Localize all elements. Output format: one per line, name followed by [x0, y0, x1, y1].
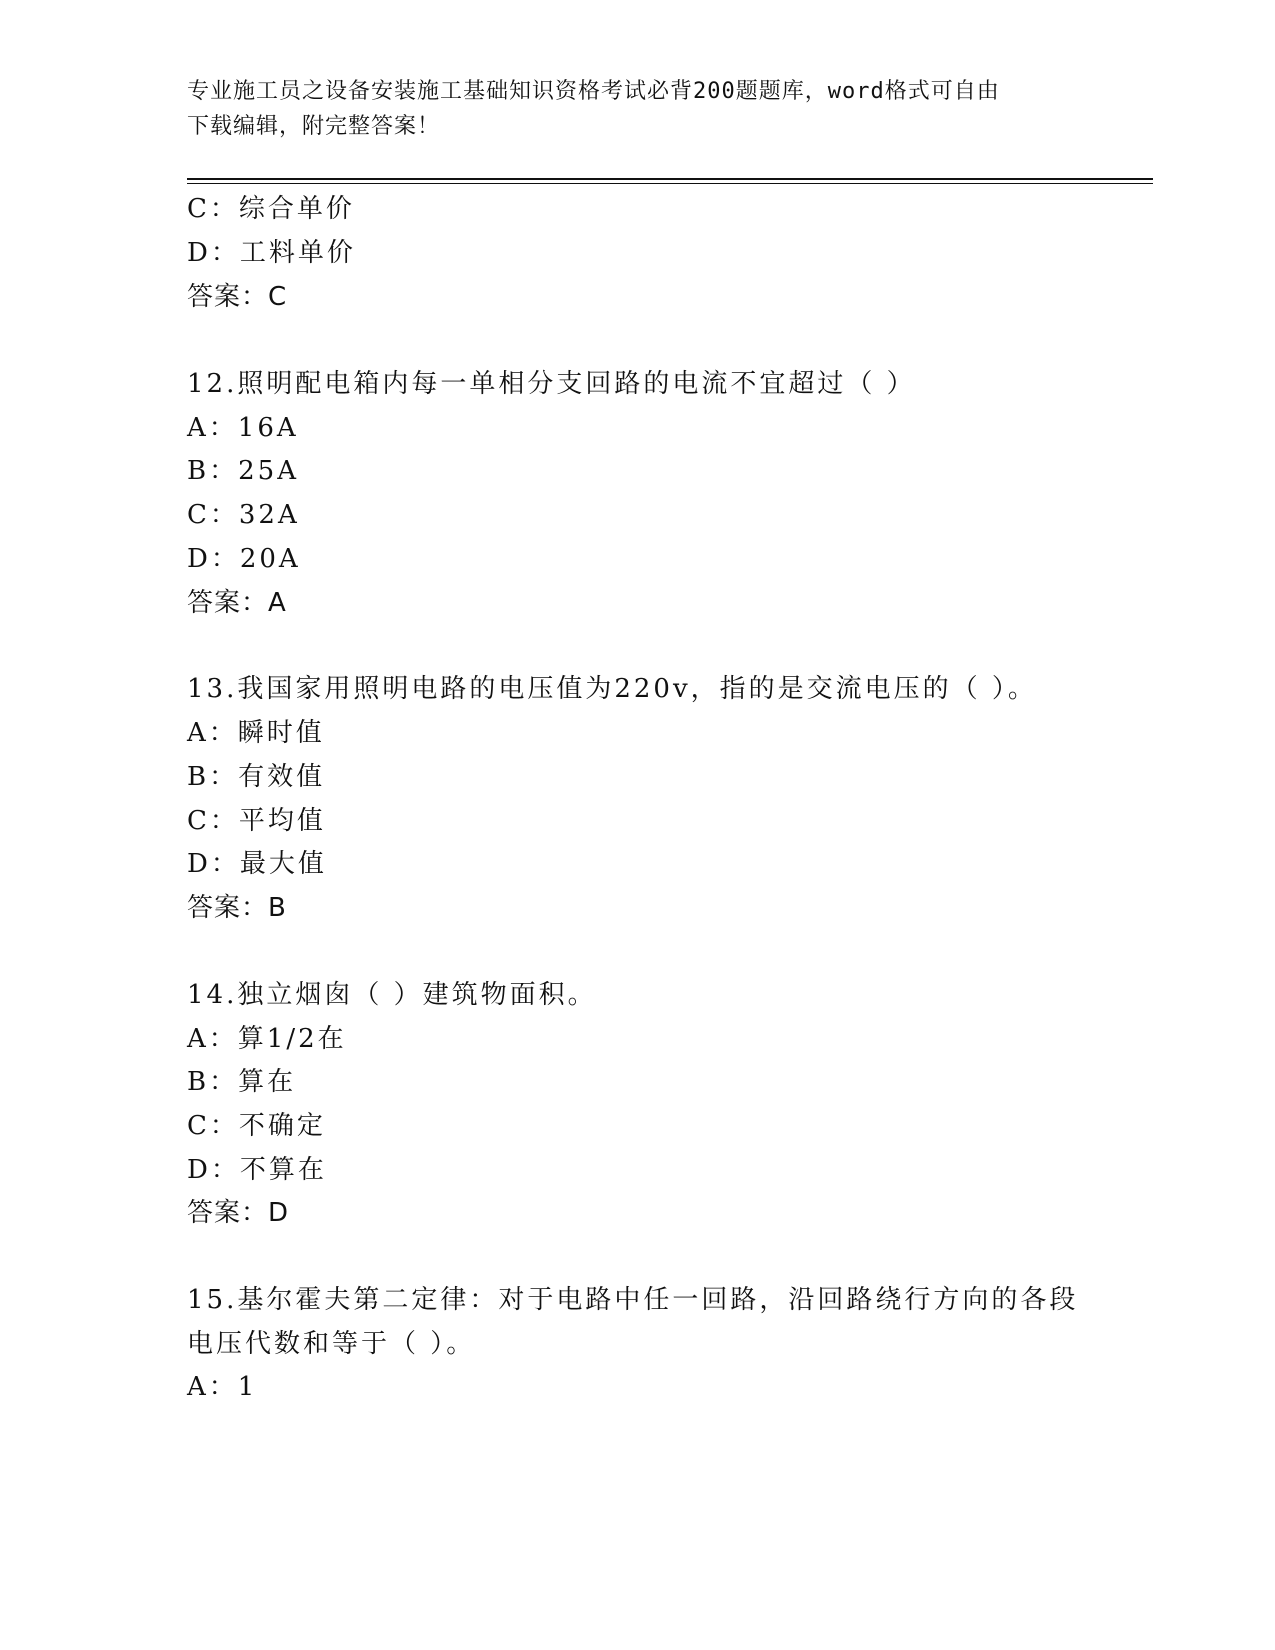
- q13-answer: 答案：B: [187, 893, 287, 923]
- document-header: [187, 74, 1087, 144]
- header-divider-thick: [187, 178, 1153, 180]
- q13-option-c: C：平均值: [187, 806, 326, 836]
- q12-option-a: A：16A: [187, 413, 299, 443]
- q12-option-b: B：25A: [187, 456, 299, 486]
- q14-option-c: C：不确定: [187, 1111, 326, 1141]
- q12-stem: 12.照明配电箱内每一单相分支回路的电流不宜超过（ ）: [187, 369, 916, 399]
- q14-answer: 答案：D: [187, 1198, 290, 1228]
- header-line-1: 专业施工员之设备安装施工基础知识资格考试必背200题题库，word格式可自由: [187, 79, 1000, 104]
- q14-stem: 14.独立烟囱（ ）建筑物面积。: [187, 980, 597, 1010]
- header-line-2: 下载编辑，附完整答案！: [187, 114, 441, 139]
- q13-option-b: B：有效值: [187, 762, 326, 792]
- header-divider-thin: [187, 183, 1153, 184]
- q11-option-d: D：工料单价: [187, 238, 356, 268]
- q11-option-c: C：综合单价: [187, 194, 355, 224]
- q14-option-d: D：不算在: [187, 1155, 327, 1185]
- q13-option-a: A：瞬时值: [187, 718, 325, 748]
- q13-stem: 13.我国家用照明电路的电压值为220v，指的是交流电压的（ ）。: [187, 674, 1037, 704]
- q15-stem-line-2: 电压代数和等于（ ）。: [187, 1329, 476, 1359]
- q14-option-b: B：算在: [187, 1067, 297, 1097]
- q13-option-d: D：最大值: [187, 849, 327, 879]
- q11-answer: 答案：C: [187, 282, 288, 312]
- q15-stem-line-1: 15.基尔霍夫第二定律：对于电路中任一回路，沿回路绕行方向的各段: [187, 1285, 1079, 1315]
- q15-option-a: A：1: [187, 1372, 258, 1402]
- q14-option-a: A：算1/2在: [187, 1024, 347, 1054]
- q12-answer: 答案：A: [187, 588, 287, 618]
- q12-option-c: C：32A: [187, 500, 300, 530]
- q12-option-d: D：20A: [187, 544, 301, 574]
